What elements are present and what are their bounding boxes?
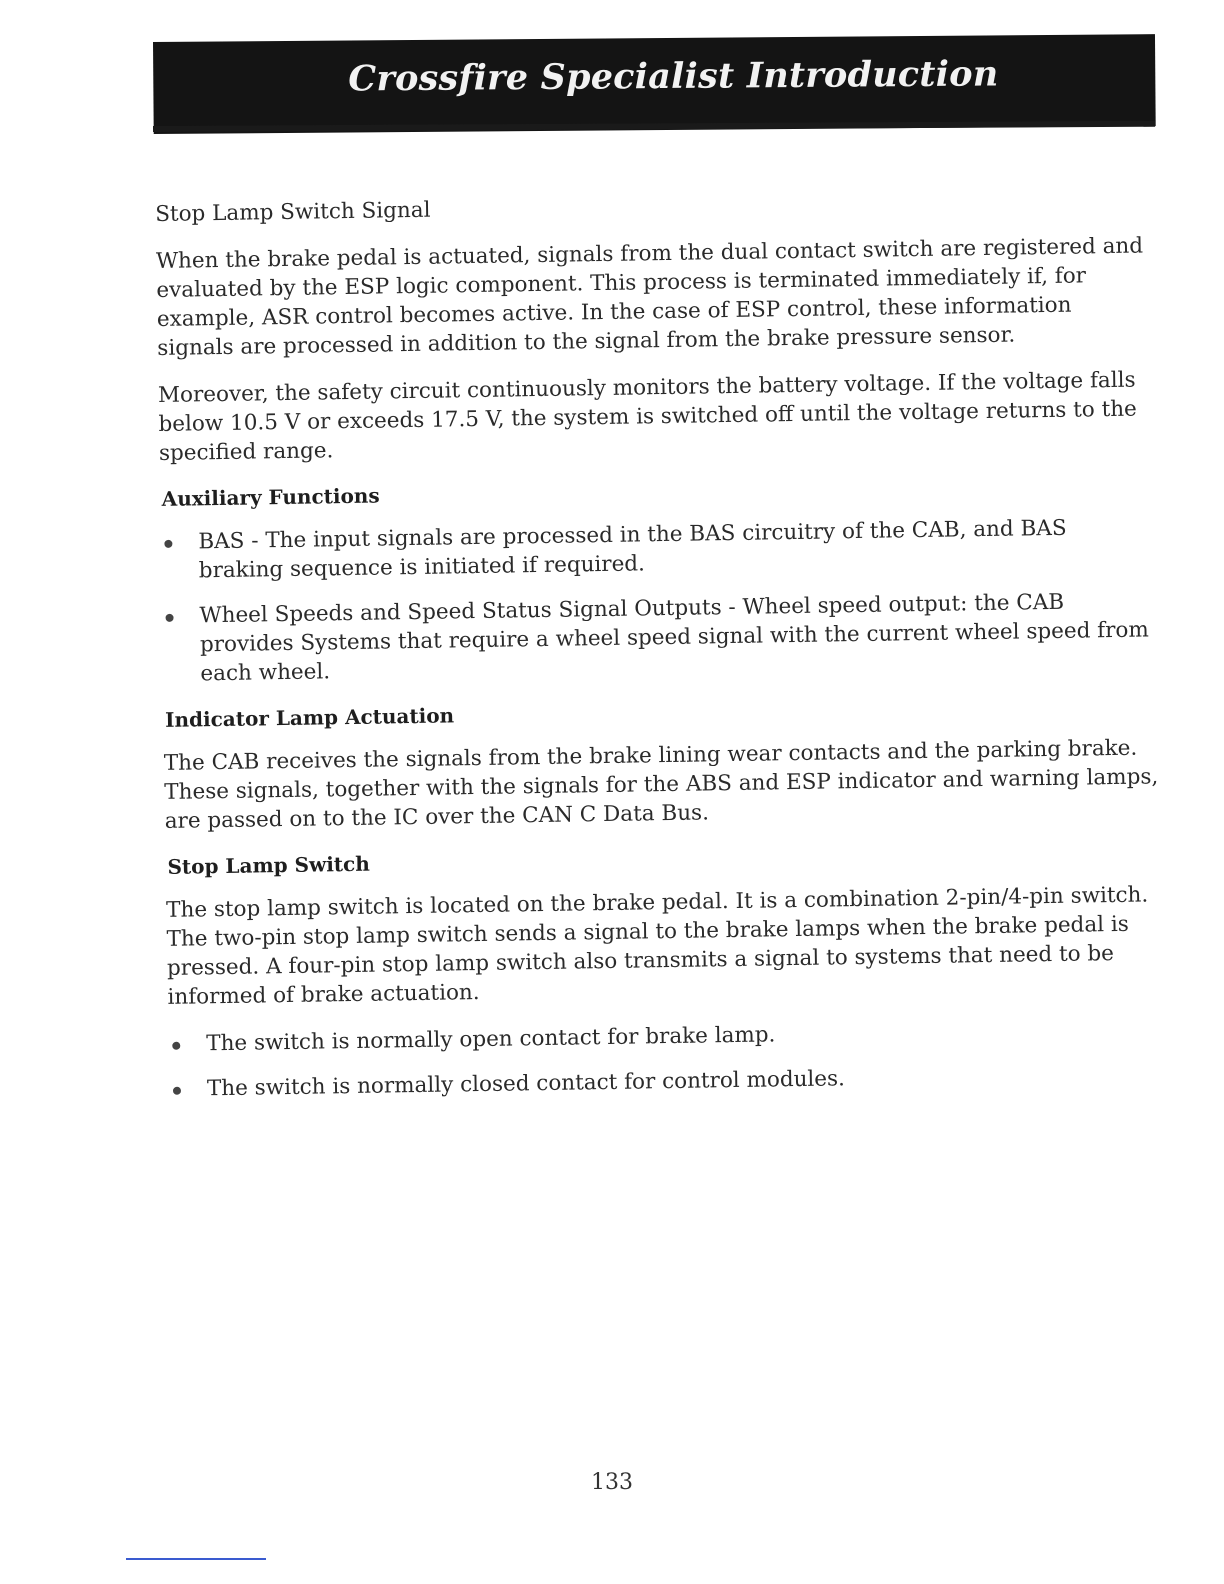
page-number: 133 bbox=[591, 1470, 633, 1495]
intro-paragraph-1: When the brake pedal is actuated, signals from the dual contact switch are registered and evaluated by the ESP logic component. This process is terminated immediately if, for example, ASR control becomes active. In the case of ESP control, these information signals are processed in addition to the signal from the brake pressure sensor. bbox=[155, 233, 1144, 361]
bullet-icon bbox=[173, 1087, 181, 1095]
bullet-icon bbox=[164, 540, 172, 548]
list-item-text: BAS - The input signals are processed in the BAS circuitry of the CAB, and BAS braking sequence is initiated if required. bbox=[198, 515, 1067, 584]
document-body bbox=[155, 184, 1164, 1122]
stop-lamp-switch-paragraph: The stop lamp switch is located on the brake pedal. It is a combination 2-pin/4-pin switch. The two-pin stop lamp switch sends a signal to the brake lamps when the brake pedal is pressed. A four-pin stop lamp switch also transmits a signal to systems that need to be informed of brake actuation. bbox=[165, 882, 1149, 1010]
indicator-lamp-paragraph: The CAB receives the signals from the brake lining wear contacts and the parking brake. These signals, together with the signals for the ABS and ESP indicator and warning lamps, are passed on to the IC over the CAN C Data Bus. bbox=[163, 735, 1159, 834]
bullet-icon bbox=[172, 1042, 180, 1050]
intro-paragraph-2: Moreover, the safety circuit continuously monitors the battery voltage. If the voltage falls below 10.5 V or exceeds 17.5 V, the system is switched off until the voltage returns to the specified range. bbox=[157, 367, 1138, 466]
header-banner bbox=[153, 34, 1156, 134]
list-item bbox=[168, 1014, 1163, 1059]
list-item bbox=[160, 512, 1156, 586]
auxiliary-functions-list bbox=[160, 512, 1157, 689]
heading-auxiliary-functions: Auxiliary Functions bbox=[161, 483, 380, 511]
list-item-text: Wheel Speeds and Speed Status Signal Outputs - Wheel speed output: the CAB provides Systems that require a wheel speed signal with the current wheel speed from each wheel. bbox=[199, 589, 1149, 687]
bullet-icon bbox=[166, 614, 174, 622]
list-item bbox=[161, 586, 1157, 689]
list-item-text: The switch is normally closed contact for control modules. bbox=[206, 1066, 846, 1102]
page-title: Crossfire Specialist Introduction bbox=[348, 53, 999, 100]
heading-stop-lamp-switch: Stop Lamp Switch bbox=[167, 851, 370, 879]
footer-underline bbox=[126, 1558, 266, 1560]
heading-indicator-lamp-actuation: Indicator Lamp Actuation bbox=[164, 703, 455, 732]
list-item bbox=[169, 1059, 1164, 1104]
stop-lamp-switch-list bbox=[168, 1014, 1164, 1104]
section-title-stop-lamp-switch-signal: Stop Lamp Switch Signal bbox=[155, 197, 431, 227]
list-item-text: The switch is normally open contact for brake lamp. bbox=[206, 1022, 776, 1057]
